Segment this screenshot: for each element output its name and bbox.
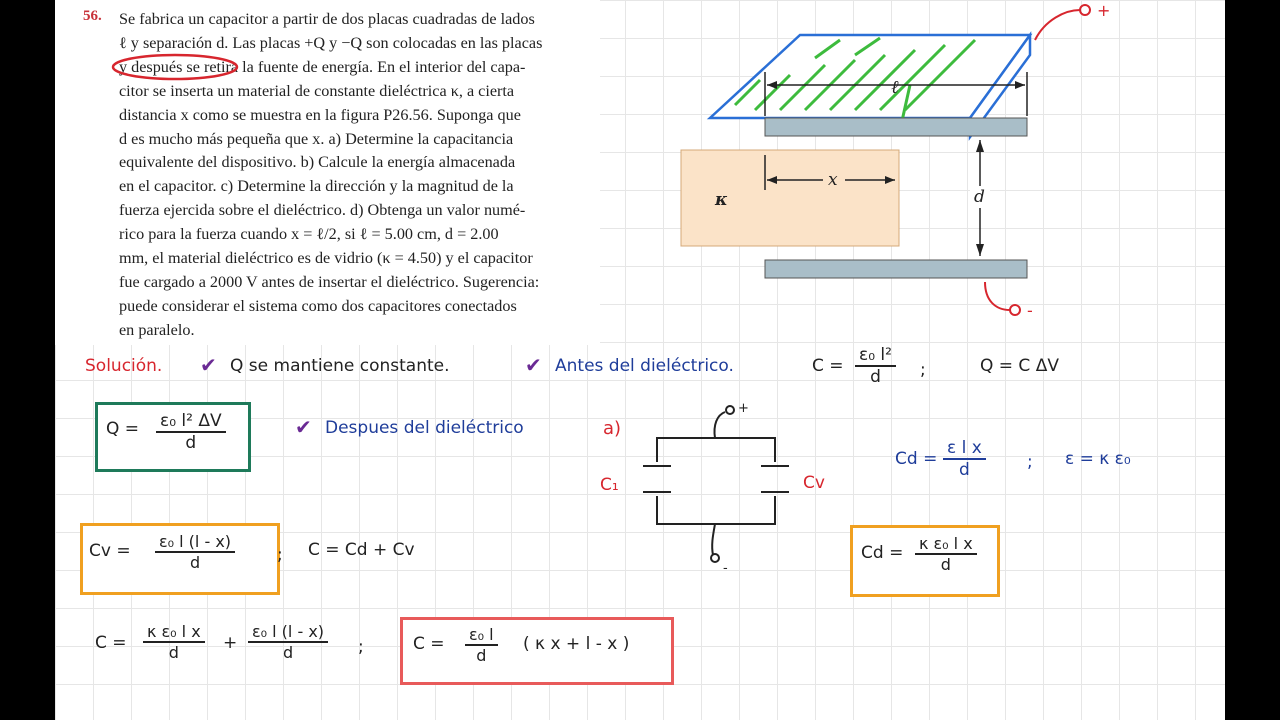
- box-c-den: d: [476, 646, 487, 665]
- box-cd: [850, 525, 1000, 597]
- box-q-fraction: [156, 411, 226, 453]
- box-cv-fraction: [155, 532, 235, 572]
- problem-line: en paralelo.: [119, 320, 195, 339]
- top-plate: [765, 118, 1027, 136]
- semicolon: ;: [1027, 452, 1033, 472]
- problem-line: d es mucho más pequeña que x. a) Determine la capacitancia: [119, 129, 514, 148]
- problem-line: ℓ y separación d. Las placas +Q y −Q son colocadas en las placas: [119, 33, 543, 52]
- problem-line: mm, el material dieléctrico es de vidrio (κ = 4.50) y el capacitor: [119, 249, 533, 268]
- check-icon: ✔: [200, 353, 217, 377]
- problem-line: y después se retira la fuente de energía. En el interior del capa-: [119, 57, 526, 76]
- circuit-plus: +: [738, 401, 749, 416]
- problem-line: en el capacitor. c) Determine la dirección y la magnitud de la: [119, 177, 514, 196]
- minus-sign: -: [1027, 301, 1033, 320]
- c-sum: C = Cd + Cv: [308, 540, 415, 560]
- c-total-den1: d: [168, 643, 179, 662]
- q-cdv: Q = C ΔV: [980, 356, 1059, 376]
- cd-num: ε l x: [943, 438, 986, 460]
- problem-text-block: [55, 0, 600, 345]
- box-cd-num: κ ε₀ l x: [915, 534, 977, 555]
- antes-text: Antes del dieléctrico.: [555, 356, 734, 376]
- semicolon: ;: [358, 637, 364, 657]
- problem-line: fuerza ejercida sobre el dieléctrico. d) Obtenga un valor numé-: [119, 201, 526, 220]
- problem-line: Se fabrica un capacitor a partir de dos placas cuadradas de lados: [119, 10, 535, 28]
- label-l: ℓ: [891, 77, 899, 98]
- circuit-minus: -: [723, 561, 728, 576]
- despues-text: Despues del dieléctrico: [325, 418, 524, 438]
- problem-line: citor se inserta un material de constante dieléctrica κ, a cierta: [119, 81, 515, 100]
- box-cd-lhs: Cd =: [861, 543, 904, 563]
- box-c-lhs: C =: [413, 634, 445, 654]
- check-icon: ✔: [295, 415, 312, 439]
- box-c-paren: ( κ x + l - x ): [523, 634, 630, 654]
- plus-sign: +: [1097, 1, 1111, 20]
- problem-line: distancia x como se muestra en la figura P26.56. Suponga que: [119, 105, 521, 124]
- c-lhs: C =: [812, 356, 844, 376]
- bottom-plate: [765, 260, 1027, 278]
- label-x: x: [828, 170, 838, 190]
- solucion-label: Solución.: [85, 356, 163, 376]
- box-cv-lhs: Cv =: [89, 541, 131, 561]
- box-cv-num: ε₀ l (l - x): [155, 532, 235, 553]
- box-c-fraction: [465, 625, 498, 665]
- cd-lhs: Cd =: [895, 449, 938, 469]
- c1-label: C₁: [600, 475, 619, 495]
- box-cd-fraction: [915, 534, 977, 574]
- c-total-frac1: [143, 622, 205, 662]
- c-fraction: [855, 345, 896, 387]
- capacitor-figure: [625, 0, 1111, 330]
- q-constante-text: Q se mantiene constante.: [230, 356, 450, 376]
- box-q-den: d: [185, 433, 197, 453]
- problem-line: equivalente del dispositivo. b) Calcule la energía almacenada: [119, 153, 516, 172]
- problem-line: rico para la fuerza cuando x = ℓ/2, si ℓ = 5.00 cm, d = 2.00: [119, 225, 499, 244]
- c-total-den2: d: [282, 643, 294, 662]
- c-total-num2: ε₀ l (l - x): [248, 622, 328, 643]
- dielectric-slab: [681, 150, 899, 246]
- box-cd-den: d: [940, 555, 951, 574]
- label-d: d: [974, 187, 985, 207]
- box-cv-den: d: [189, 553, 201, 572]
- problem-number: 56.: [83, 8, 102, 24]
- c-den: d: [870, 367, 881, 387]
- plus-sign: +: [223, 633, 238, 653]
- box-q-lhs: Q =: [106, 419, 140, 439]
- part-a-label: a): [603, 418, 622, 439]
- c-num: ε₀ l²: [855, 345, 896, 367]
- semicolon: ;: [920, 360, 926, 380]
- cd-fraction: [943, 438, 986, 480]
- cd-den: d: [958, 460, 970, 480]
- check-icon: ✔: [525, 353, 542, 377]
- problem-line: puede considerar el sistema como dos capacitores conectados: [119, 296, 517, 315]
- box-q: [95, 402, 251, 472]
- epsilon-relation: ε = κ ε₀: [1065, 449, 1131, 469]
- parallel-circuit: [635, 400, 815, 580]
- box-cv: [80, 523, 280, 595]
- c-total-num1: κ ε₀ l x: [143, 622, 205, 643]
- cv-label: Cv: [803, 473, 825, 493]
- problem-line: fue cargado a 2000 V antes de insertar el dieléctrico. Sugerencia:: [119, 272, 540, 291]
- c-total-lhs: C =: [95, 633, 127, 653]
- semicolon: ;: [277, 545, 283, 565]
- notes-page: [55, 0, 1225, 720]
- label-kappa: κ: [715, 190, 728, 210]
- capacitor-diagram: [625, 0, 1111, 330]
- box-c-num: ε₀ l: [465, 625, 498, 646]
- box-q-num: ε₀ l² ΔV: [156, 411, 226, 433]
- highlight-ellipse: [110, 52, 240, 82]
- box-c-final: [400, 617, 674, 685]
- c-total-frac2: [248, 622, 328, 662]
